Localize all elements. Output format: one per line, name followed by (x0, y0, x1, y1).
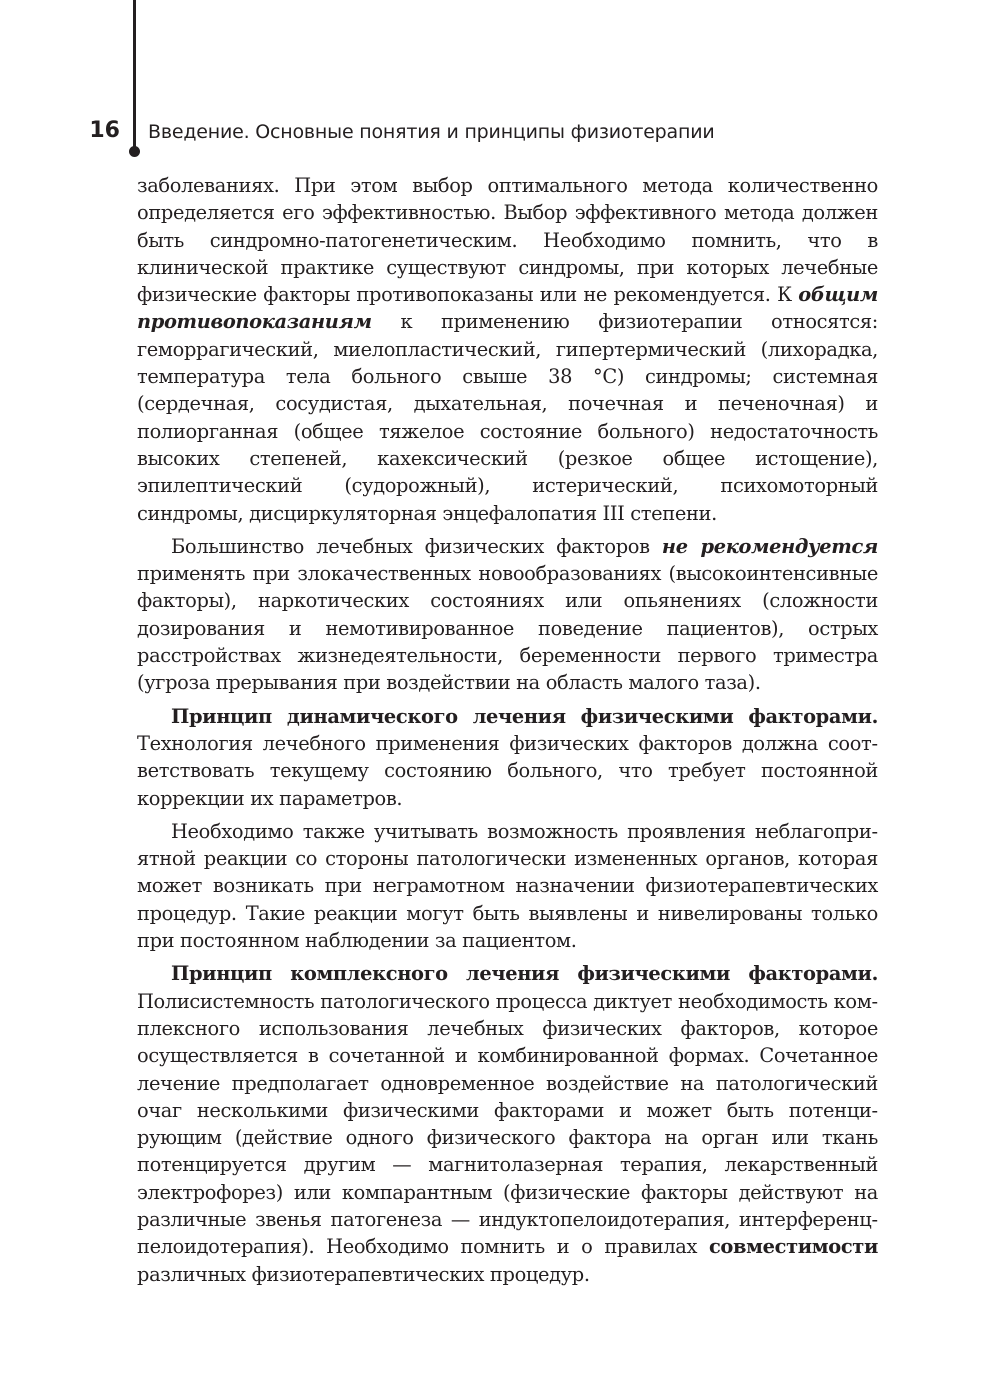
margin-rule (133, 0, 136, 150)
paragraph-adverse-reaction: Необходимо также учитывать возможность проявления неблагоприятной реакции со стороны патологически измененных органов, которая может возникать при неграмотном назначении физиотерапевтических процедур. Такие реакции могут быть выявлены и нивелированы только при постоянном наблюдении за пациентом. (137, 819, 878, 953)
paragraph-dynamic-principle: Принцип динамического лечения физическими факторами. Технология лечебного применения физических факторов должна соответствовать текущему состоянию больного, что требует постоянной коррекции их параметров. (137, 704, 878, 810)
margin-rule-dot (129, 146, 140, 157)
emphasis-compatibility: совместимости (708, 1235, 878, 1259)
page-number: 16 (89, 118, 120, 143)
heading-dynamic-principle: Принцип динамического лечения физическими факторами. (171, 704, 878, 728)
heading-complex-principle: Принцип комплексного лечения физическими факторами. (171, 962, 878, 986)
emphasis-general-contraindications: общим противопоказаниям (137, 283, 878, 334)
running-title: Введение. Основные понятия и принципы физиотерапии (148, 121, 715, 143)
body-text (137, 172, 878, 1294)
emphasis-not-recommended: не рекомендуется (661, 534, 878, 558)
paragraph-not-recommended: Большинство лечебных физических факторов не рекомендуется применять при злокачественных новообразованиях (высокоинтенсивные факторы), наркотических состояниях или опьянениях (сложности дозирования и немотивированное поведение пациентов), острых расстройствах жизнедеятельности, беременности первого триместра (угроза прерывания при воздействии на область малого таза). (137, 534, 878, 695)
paragraph-complex-principle: Принцип комплексного лечения физическими факторами. Полисистемность патологического процесса диктует необходимость комплексного использования лечебных физических факторов, которое осуществляется в сочетанной и комбинированной формах. Сочетанное лечение предполагает одновременное воздействие на патологический очаг несколькими физическими факторами и может быть потенцирующим (действие одного физического фактора на орган или ткань потенцируется другим — магнитолазерная терапия, лекарственный электрофорез) или компарантным (физические факторы действуют на различные звенья патогенеза — индуктопелоидотерапия, интерференцпелоидотерапия). Необходимо помнить и о правилах совместимости различных физиотерапевтических процедур. (137, 962, 878, 1286)
paragraph-contraindications: заболеваниях. При этом выбор оптимального метода количественно определяется его эффективностью. Выбор эффективного метода должен быть синдромно-патогенетическим. Необходимо помнить, что в клинической практике существуют синдромы, при которых лечебные физические факторы противопоказаны или не рекомендуется. К общим противопоказаниям к применению физиотерапии относятся: геморрагический, миелопластический, гипертермический (лихорадка, температура тела больного свыше 38 °С) синдромы; системная (сердечная, сосудистая, дыхательная, почечная и печеночная) и полиорганная (общее тяжелое состояние больного) недостаточность высоких степеней, кахексический (резкое общее истощение), эпилептический (судорожный), истерический, психомоторный синдромы, дисциркуляторная энцефалопатия III степени. (137, 174, 878, 525)
